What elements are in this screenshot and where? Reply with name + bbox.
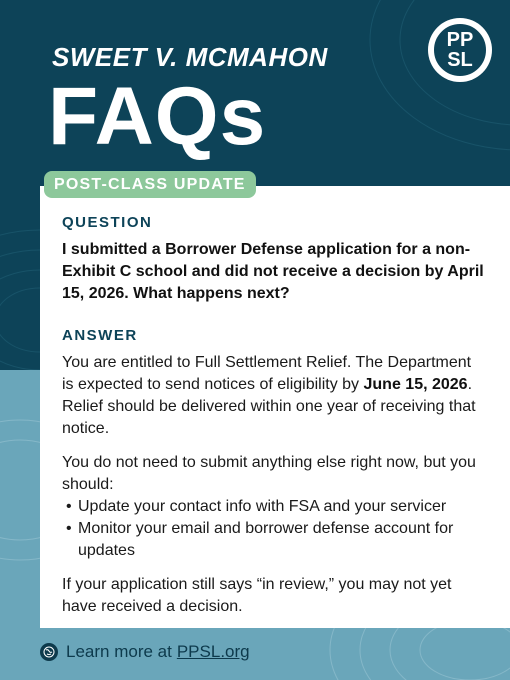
- ppsl-link[interactable]: PPSL.org: [176, 642, 250, 661]
- answer-paragraph-3: If your application still says “in review,” you may not yet have received a decision.: [62, 576, 452, 615]
- answer-p1-end: . Relief should be delivered within one year of receiving that notice.: [62, 376, 476, 437]
- answer-label: ANSWER: [62, 327, 138, 344]
- case-title: SWEET V. MCMAHON: [52, 42, 328, 72]
- answer-deadline: June 15, 2026: [363, 376, 468, 393]
- answer-paragraph-2: You do not need to submit anything else right now, but you should:: [62, 454, 476, 493]
- page-title: FAQs: [48, 71, 267, 162]
- answer-p1-start: You are entitled to Full Settlement Relief. The Department is expected to send notices of eligibility by: [62, 354, 472, 393]
- list-item: • Monitor your email and borrower defense account for updates: [62, 518, 484, 562]
- answer-paragraph-1: [62, 352, 484, 440]
- footer-prefix: Learn more at: [66, 642, 172, 661]
- list-item: • Update your contact info with FSA and your servicer: [62, 496, 484, 518]
- logo-line-1: PP: [446, 29, 474, 51]
- globe-icon: [40, 643, 58, 661]
- faq-card: [40, 186, 510, 628]
- question-label: QUESTION: [62, 214, 153, 231]
- ppsl-logo-mark: [432, 22, 488, 78]
- ppsl-logo: [428, 18, 492, 82]
- logo-line-2: SL: [447, 49, 473, 71]
- post-class-update-badge: POST-CLASS UPDATE: [44, 171, 256, 198]
- question-text: I submitted a Borrower Defense application for a non-Exhibit C school and did not receive a decision by April 15, 2026. What happens next?: [62, 241, 484, 302]
- action-list: [62, 496, 484, 562]
- footer: [40, 640, 250, 664]
